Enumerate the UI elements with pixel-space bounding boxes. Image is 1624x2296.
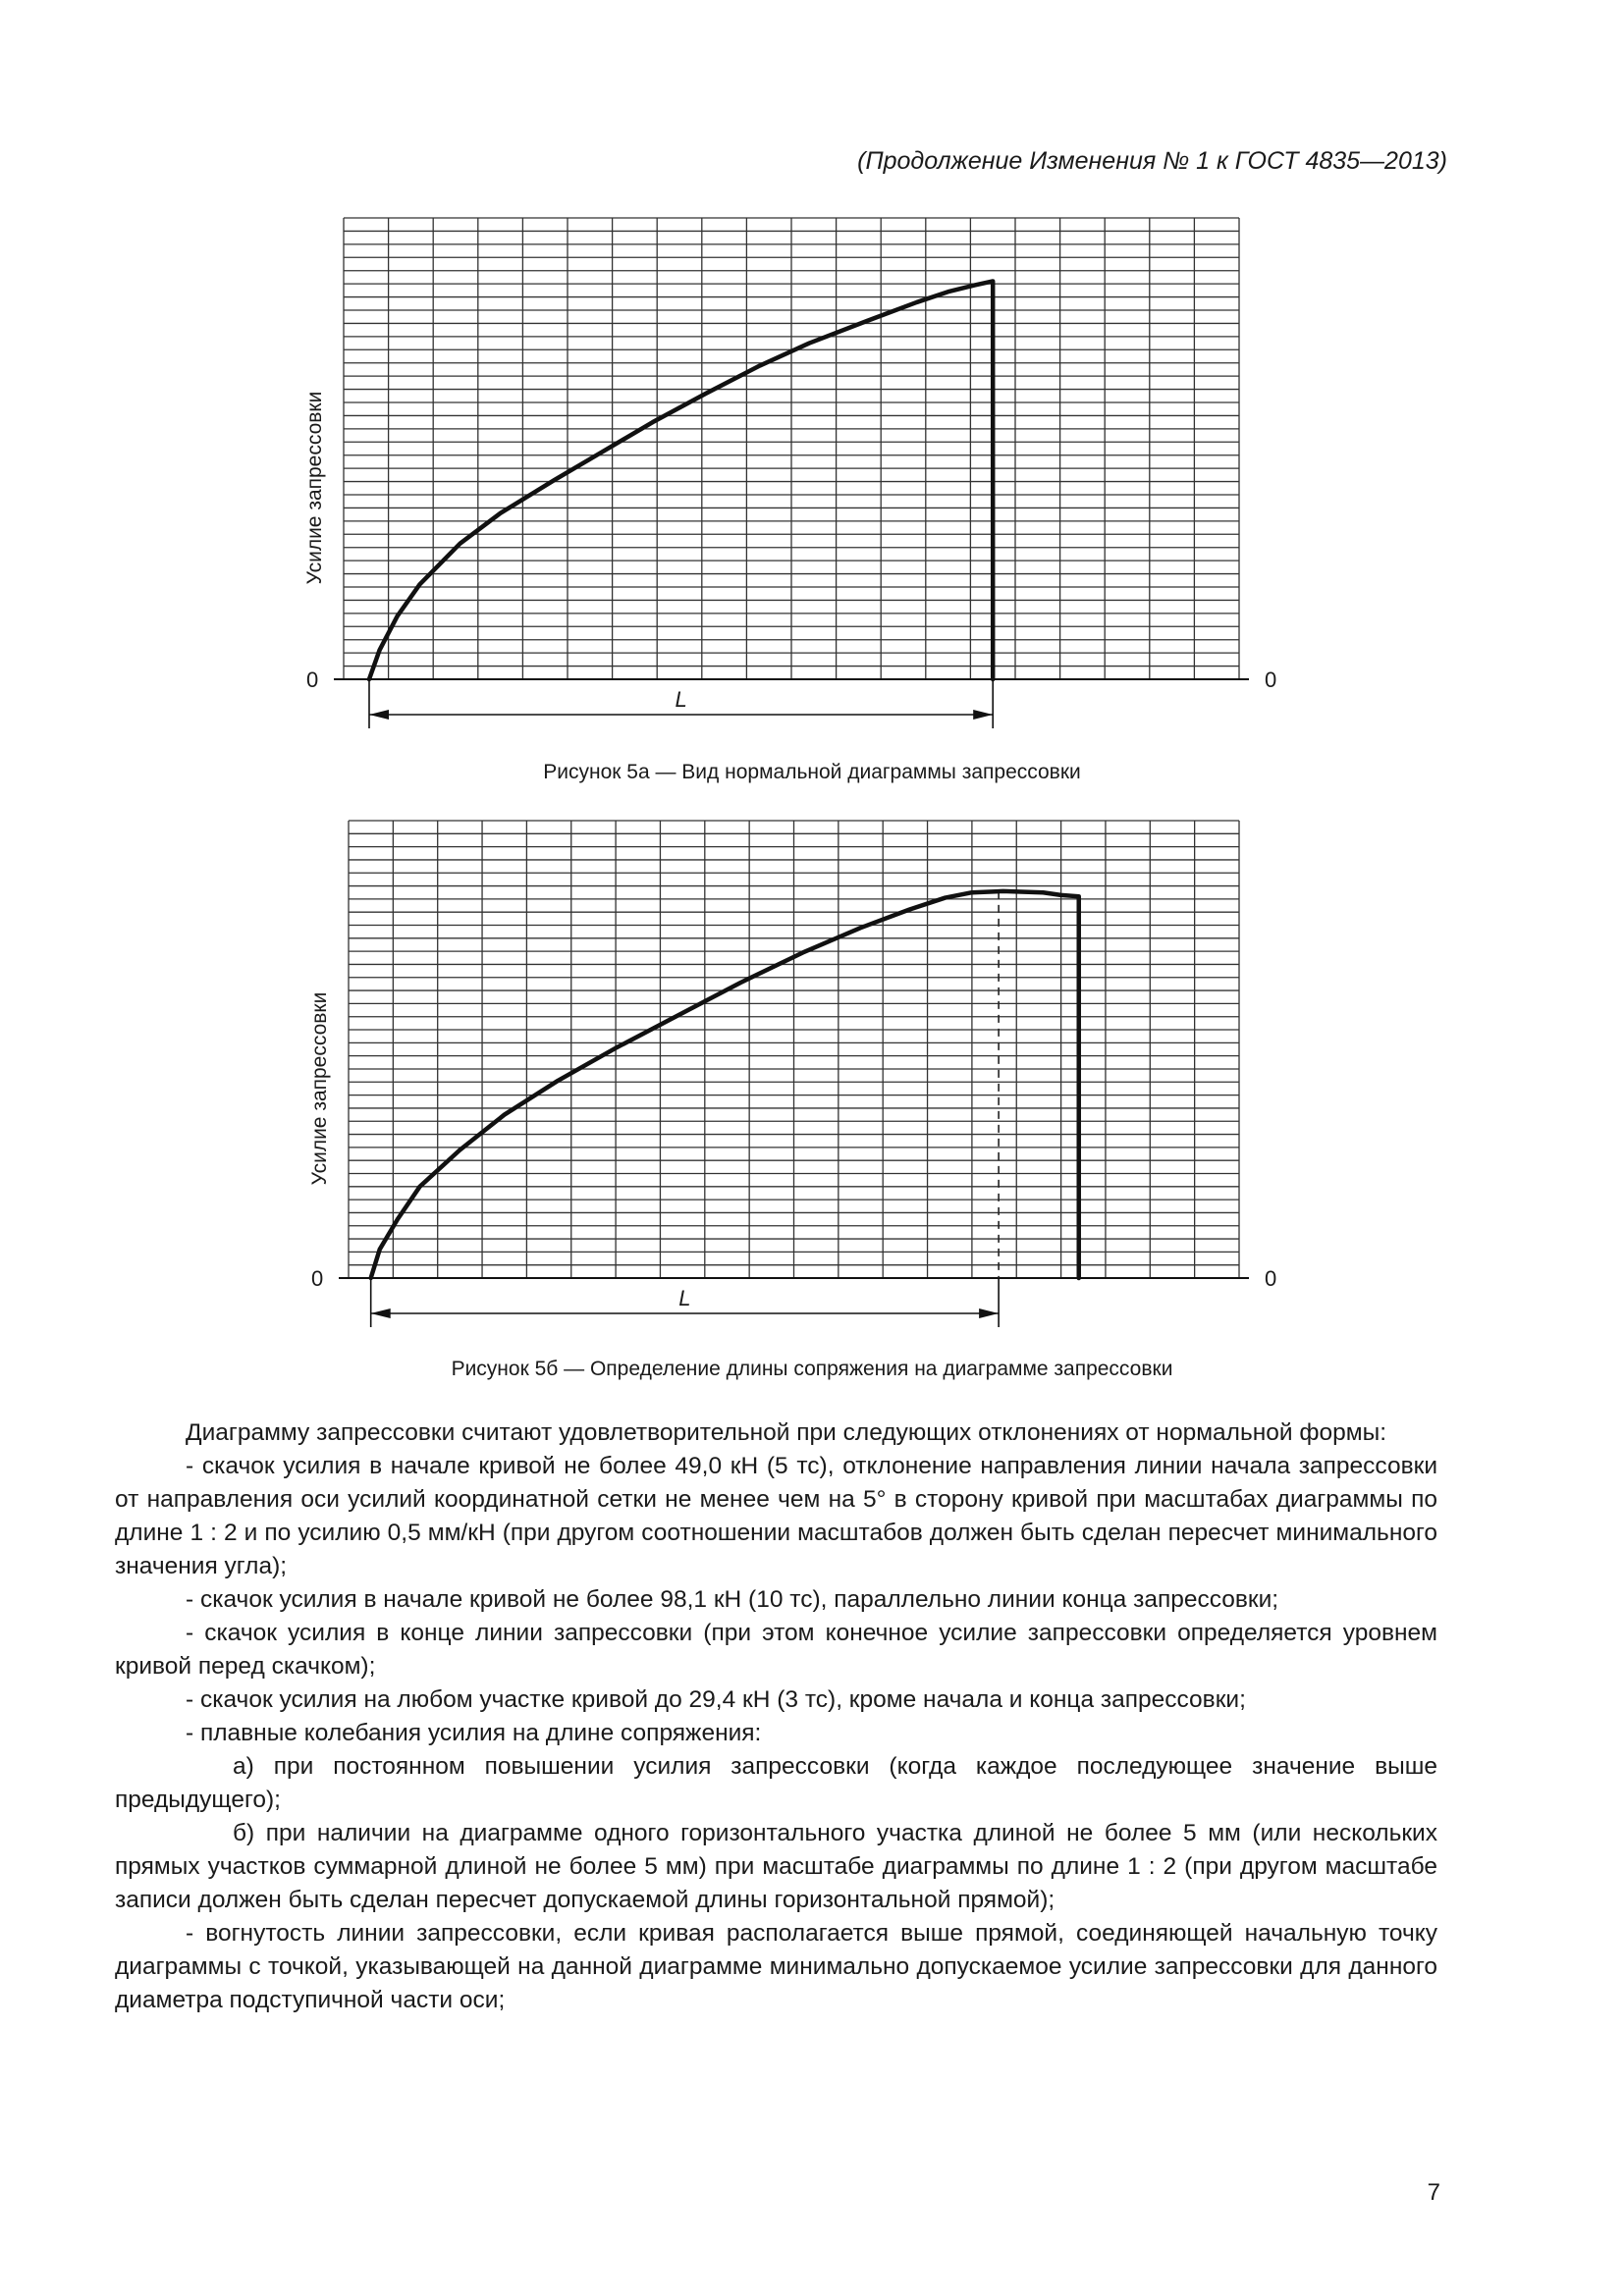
series-curve [371, 891, 1079, 1278]
zero-label-left: 0 [306, 667, 319, 692]
paragraph-item-3: - скачок усилия в конце линии запрессовки (при этом конечное усилие запрессовки определяется уровнем кривой перед скачком); [115, 1620, 1437, 1680]
figure-5a-caption: Рисунок 5а — Вид нормальной диаграммы запрессовки [543, 761, 1081, 783]
paragraph-item-5: - плавные колебания усилия на длине сопряжения: [186, 1720, 762, 1746]
paragraph-subitem-b: б) при наличии на диаграмме одного горизонтального участка длиной не более 5 мм (или нескольких прямых участков суммарной длиной не более 5 мм) при масштабе диаграммы по длине 1 : 2 (при другом масштабе записи должен быть сделан пересчет допускаемой длины горизонтальной прямой); [115, 1820, 1437, 1913]
paragraph-item-4: - скачок усилия на любом участке кривой до 29,4 кН (3 тс), кроме начала и конца запрессовки; [186, 1686, 1246, 1713]
y-axis-label: Усилие запрессовки [303, 391, 326, 585]
paragraph-item-2: - скачок усилия в начале кривой не более 98,1 кН (10 тс), параллельно линии конца запрессовки; [186, 1586, 1279, 1613]
page-number: 7 [1427, 2179, 1440, 2206]
page-header: (Продолжение Изменения № 1 к ГОСТ 4835—2013) [857, 147, 1447, 175]
dimension-label: L [675, 687, 687, 712]
paragraph-item-1: - скачок усилия в начале кривой не более 49,0 кН (5 тс), отклонение направления линии начала запрессовки от направления оси усилий координатной сетки не менее чем на 5° в сторону кривой при масштабах диаграммы по длине 1 : 2 и по усилию 0,5 мм/кН (при другом соотношении масштабов должен быть сделан пересчет минимального значения угла); [115, 1453, 1437, 1579]
body-text [115, 1416, 1437, 2017]
y-axis-label: Усилие запрессовки [308, 991, 331, 1186]
zero-label-left: 0 [311, 1266, 324, 1291]
dimension-arrow-right [979, 1308, 999, 1318]
paragraph-subitem-a: а) при постоянном повышении усилия запрессовки (когда каждое последующее значение выше предыдущего); [115, 1753, 1437, 1813]
zero-label-right: 0 [1265, 667, 1277, 692]
paragraph-intro: Диаграмму запрессовки считают удовлетворительной при следующих отклонениях от нормальной формы: [186, 1419, 1387, 1446]
zero-label-right: 0 [1265, 1266, 1277, 1291]
grid [349, 821, 1239, 1278]
figure-5b-caption: Рисунок 5б — Определение длины сопряжения на диаграмме запрессовки [451, 1358, 1173, 1380]
dimension-label: L [678, 1286, 691, 1310]
paragraph-item-6: - вогнутость линии запрессовки, если кривая располагается выше прямой, соединяющей начальную точку диаграммы с точкой, указывающей на данной диаграмме минимально допускаемое усилие запрессовки для данного диаметра подступичной части оси; [115, 1920, 1437, 2013]
dimension-arrow-left [371, 1308, 391, 1318]
